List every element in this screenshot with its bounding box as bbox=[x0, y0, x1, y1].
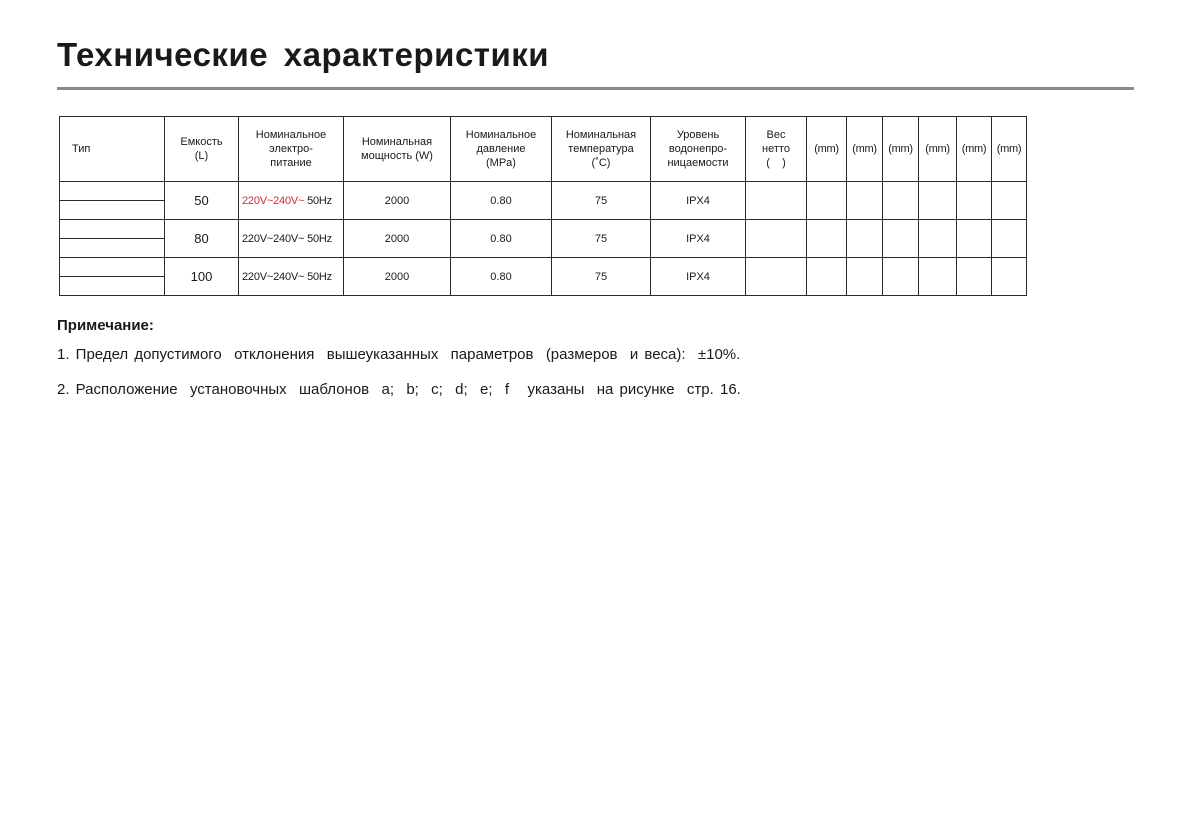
dimension-cell bbox=[883, 258, 919, 296]
header-power-line-2: мощность (W) bbox=[361, 150, 433, 162]
weight-cell bbox=[746, 220, 807, 258]
supply-voltage: 220V~240V~ bbox=[242, 270, 305, 283]
header-power-supply bbox=[239, 117, 344, 182]
power-cell: 2000 bbox=[344, 220, 451, 258]
header-capacity-line-2: (L) bbox=[194, 150, 209, 162]
dimension-cell bbox=[847, 258, 883, 296]
header-protection bbox=[651, 117, 746, 182]
header-capacity-line-1: Емкость bbox=[180, 136, 223, 148]
type-cell-bottom bbox=[60, 201, 165, 220]
type-cell-top bbox=[60, 258, 165, 277]
dimension-cell bbox=[807, 220, 847, 258]
supply-frequency: 50Hz bbox=[307, 232, 332, 245]
dimension-cell bbox=[847, 220, 883, 258]
capacity-cell: 100 bbox=[165, 258, 239, 296]
supply-frequency: 50Hz bbox=[307, 194, 332, 207]
table-row bbox=[60, 258, 1027, 277]
power-cell: 2000 bbox=[344, 258, 451, 296]
header-capacity bbox=[165, 117, 239, 182]
supply-voltage: 220V~240V~ bbox=[242, 232, 305, 245]
table-header-row bbox=[60, 117, 1027, 182]
dimension-cell bbox=[807, 182, 847, 220]
type-cell-top bbox=[60, 182, 165, 201]
dimension-cell bbox=[847, 182, 883, 220]
header-power-supply-line-2: электро- bbox=[269, 143, 313, 155]
power-cell: 2000 bbox=[344, 182, 451, 220]
temperature-cell: 75 bbox=[552, 258, 651, 296]
power-supply-cell bbox=[239, 182, 344, 220]
specifications-table bbox=[59, 116, 1027, 296]
pressure-cell: 0.80 bbox=[451, 258, 552, 296]
dimension-cell bbox=[957, 220, 992, 258]
protection-cell: IPX4 bbox=[651, 220, 746, 258]
header-dimension-1: (mm) bbox=[807, 117, 847, 182]
dimension-cell bbox=[919, 258, 957, 296]
type-cell-top bbox=[60, 220, 165, 239]
header-temperature bbox=[552, 117, 651, 182]
dimension-cell bbox=[957, 182, 992, 220]
dimension-cell bbox=[992, 182, 1027, 220]
supply-voltage: 220V~240V~ bbox=[242, 194, 305, 207]
pressure-cell: 0.80 bbox=[451, 182, 552, 220]
dimension-cell bbox=[883, 220, 919, 258]
type-cell-bottom bbox=[60, 277, 165, 296]
type-cell-bottom bbox=[60, 239, 165, 258]
capacity-cell: 50 bbox=[165, 182, 239, 220]
temperature-cell: 75 bbox=[552, 182, 651, 220]
dimension-cell bbox=[807, 258, 847, 296]
header-power-supply-line-1: Номинальное bbox=[255, 129, 327, 141]
weight-cell bbox=[746, 258, 807, 296]
notes-title: Примечание: bbox=[57, 317, 154, 334]
dimension-cell bbox=[957, 258, 992, 296]
dimension-cell bbox=[992, 220, 1027, 258]
header-weight-line-1: Вес bbox=[766, 129, 786, 141]
header-power-line-1: Номинальная bbox=[361, 136, 433, 148]
header-temperature-line-3: (˚C) bbox=[591, 157, 611, 169]
header-protection-line-1: Уровень bbox=[676, 129, 720, 141]
dimension-cell bbox=[883, 182, 919, 220]
header-pressure-line-2: давление bbox=[476, 143, 526, 155]
header-weight-line-3: ( ) bbox=[766, 157, 786, 169]
header-dimension-2: (mm) bbox=[847, 117, 883, 182]
pressure-cell: 0.80 bbox=[451, 220, 552, 258]
header-weight bbox=[746, 117, 807, 182]
temperature-cell: 75 bbox=[552, 220, 651, 258]
header-temperature-line-2: температура bbox=[568, 143, 634, 155]
protection-cell: IPX4 bbox=[651, 182, 746, 220]
power-supply-cell bbox=[239, 220, 344, 258]
dimension-cell bbox=[919, 182, 957, 220]
header-dimension-5: (mm) bbox=[957, 117, 992, 182]
header-dimension-3: (mm) bbox=[883, 117, 919, 182]
header-protection-line-3: ницаемости bbox=[667, 157, 729, 169]
header-weight-line-2: нетто bbox=[762, 143, 790, 155]
header-dimension-6: (mm) bbox=[992, 117, 1027, 182]
dimension-cell bbox=[919, 220, 957, 258]
weight-cell bbox=[746, 182, 807, 220]
header-protection-line-2: водонепро- bbox=[668, 143, 728, 155]
header-dimension-4: (mm) bbox=[919, 117, 957, 182]
power-supply-cell bbox=[239, 258, 344, 296]
header-pressure bbox=[451, 117, 552, 182]
supply-frequency: 50Hz bbox=[307, 270, 332, 283]
table-row bbox=[60, 182, 1027, 201]
capacity-cell: 80 bbox=[165, 220, 239, 258]
header-temperature-line-1: Номинальная bbox=[565, 129, 637, 141]
note-item-1: 1. Предел допустимого отклонения вышеуказанных параметров (размеров и веса): ±10%. bbox=[57, 346, 741, 363]
title-divider bbox=[57, 87, 1134, 90]
header-pressure-line-3: (MPa) bbox=[486, 157, 516, 169]
protection-cell: IPX4 bbox=[651, 258, 746, 296]
header-power bbox=[344, 117, 451, 182]
header-type: Тип bbox=[60, 117, 165, 182]
dimension-cell bbox=[992, 258, 1027, 296]
page-title: Технические характеристики bbox=[57, 36, 550, 73]
header-pressure-line-1: Номинальное bbox=[465, 129, 537, 141]
note-item-2: 2. Расположение установочных шаблонов a; b; c; d; e; f указаны на рисунке стр. 16. bbox=[57, 381, 741, 398]
table-row bbox=[60, 220, 1027, 239]
header-power-supply-line-3: питание bbox=[270, 157, 312, 169]
